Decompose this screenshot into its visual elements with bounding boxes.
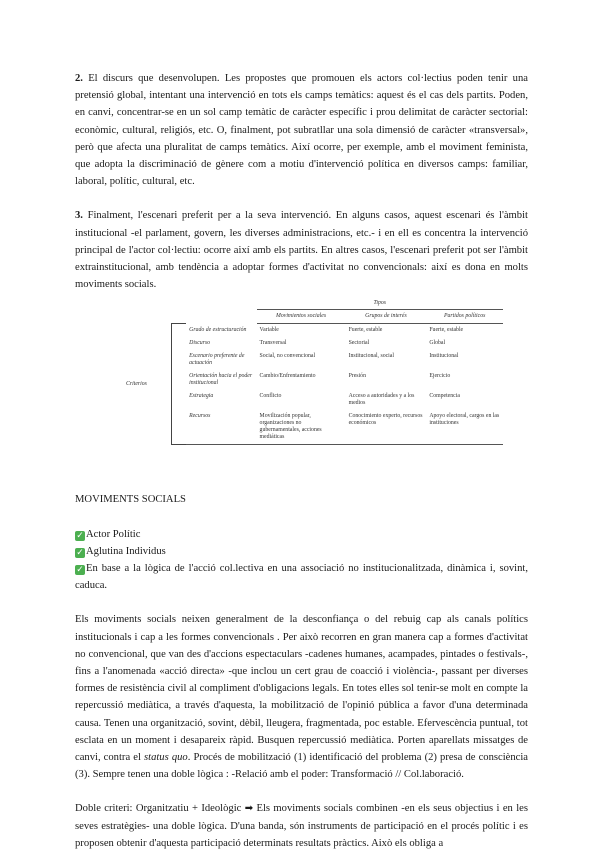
row-label: Grado de estructuración: [189, 326, 247, 333]
table-cell: Global: [429, 340, 446, 347]
arrow-right-icon: ➡: [244, 803, 254, 815]
table-cell: Institucional: [429, 353, 459, 360]
table-cell: Competencia: [429, 393, 460, 400]
table-cell: Conocimiento experto, recursos económicos: [346, 410, 427, 445]
table-cell: Social, no convencional: [259, 353, 316, 360]
table-header-tipos: Tipos: [257, 297, 503, 310]
checklist-text: Aglutina Individus: [86, 545, 166, 557]
table-cell: Movilización popular, organizaciones no gubernamentales, acciones mediáticas: [257, 410, 346, 445]
check-icon: ✓: [76, 547, 84, 558]
paragraph-text: Els moviments socials neixen generalment de la desconfiança o del rebuig cap als canals polítics institucionals i cap a les formes convencionals . Per això recorren en gran manera cap a formes d'activitat no convencional, que van des d'accions espectaculars -cadenes humanes, acampades, pintades o festivals-, fins a l'anomenada «acció directa» -que inclou un cert grau de coacció i violència-, passant per diverses formes de resistència civil al compliment d'obligacions legals. En totes elles sol tenir-se molt en compte la repercussió mediàtica, a través d'aquesta, la mobilització de l'opinió pública a favor d'una determinada causa. Tenen una organització, sovint, dèbil, lleugera, fragmentada, poc estable. Efervescència puntual, tot esclata en un moment i desapareix ràpid. Busquen repercussió mediàtica. Porten aparellats missatges de canvi, contra el: [75, 614, 528, 764]
row-label: Orientación hacia el poder institucional: [189, 373, 253, 387]
table-cell: Variable: [259, 327, 279, 334]
table-cell: Conflicto: [259, 393, 282, 400]
table-cell: Ejercicio: [429, 373, 451, 380]
paragraph-text: Doble criteri: Organitzatiu + Ideològic: [75, 803, 242, 815]
paragraph-text: . Procés de mobilització (1) identificació del problema (2) presa de consciència (3). Sempre tenen una doble lògica : -Relació amb el poder: Transformació // Col.laboració.: [75, 752, 528, 781]
table-cell: Fuerte, estable: [429, 327, 464, 334]
document-content: [75, 70, 528, 852]
table-cell: Acceso a autoridades y a los medios: [348, 393, 415, 407]
criteria-table: [123, 297, 503, 445]
paragraph-text: El discurs que desenvolupen. Les propostes que promouen els actors col·lectius poden tenir una pretensió global, intentant una intervenció en tots els camps temàtics: aquest és el cas dels partits. Poden, en canvi, concentrar-se en un sol camp temàtic de caràcter específic i prou delimitat de caràcter sectorial: econòmic, cultural, religiós, etc. O, finalment, pot subratllar una sola dimensió de caràcter «transversal», però que afecta una pluralitat de camps temàtics. Així ocorre, per exemple, amb el moviment feminista, que adopta la discriminació de gènere com a motiu d'intervenció política en diversos camps: familiar, laboral, polític, cultural, etc.: [75, 73, 528, 188]
check-icon: ✓: [76, 530, 84, 541]
table-cell: Sectorial: [348, 340, 370, 347]
checklist: [75, 526, 528, 595]
table-cell: Transversal: [259, 340, 287, 347]
check-icon: ✓: [76, 565, 84, 576]
row-label: Discurso: [189, 340, 211, 347]
paragraph-number: 3.: [75, 210, 83, 222]
section-heading: MOVIMENTS SOCIALS: [75, 494, 186, 506]
paragraph-double-criterion: [75, 800, 528, 852]
paragraph-text: Finalment, l'escenari preferit per a la seva intervenció. En alguns casos, aquest escenari és l'àmbit institucional -el parlament, govern, les diverses administracions, etc.- i en ell es concentra la intervenció principal de l'actor col·lectiu: ocorre així amb els partits. En altres casos, l'escenari preferit pot ser l'àmbit extrainstitucional, amb tendència a adoptar formes d'activitat no convencionals: així es dona en molts moviments socials.: [75, 210, 528, 291]
table-cell: Fuerte, estable: [348, 327, 383, 334]
table-cell: Presión: [348, 373, 366, 380]
paragraph-text: Els moviments socials combinen -en els seus objectius i en les seves estratègies- una doble lògica. D'una banda, són instruments de participació en el procés polític i es proposen obtenir d'aquesta participació determinats resultats pràctics. Això els obliga a: [75, 803, 528, 849]
table-cell: Institucional, social: [348, 353, 394, 360]
column-header: Movimientos sociales: [257, 310, 346, 324]
paragraph-social-movements: [75, 611, 528, 783]
checklist-item: [75, 560, 528, 594]
column-header: Grupos de interés: [346, 310, 427, 324]
checklist-item: [75, 543, 528, 560]
column-header: Partidos políticos: [426, 310, 503, 324]
paragraph-number: 2.: [75, 73, 83, 84]
row-label: Estrategia: [189, 393, 214, 400]
checklist-text: Actor Polític: [86, 528, 141, 540]
checklist-item: [75, 526, 528, 543]
table-cell: Cambio/Enfrentamiento: [259, 373, 316, 380]
italic-term: status quo: [144, 752, 188, 764]
actors-comparison-table: [123, 297, 503, 485]
criterios-label: Criterios: [126, 380, 147, 387]
paragraph-scenario: [75, 207, 528, 293]
brace-decoration: [171, 324, 186, 445]
checklist-text: En base a la lògica de l'acció col.lectiva en una associació no institucionalitzada, dinàmica i, sovint, caduca.: [75, 563, 528, 592]
row-label: Escenario preferente de actuación: [189, 353, 245, 367]
paragraph-discourse: [75, 70, 528, 190]
row-label: Recursos: [186, 410, 256, 445]
table-cell: Apoyo electoral, cargos en las instituciones: [426, 410, 503, 445]
